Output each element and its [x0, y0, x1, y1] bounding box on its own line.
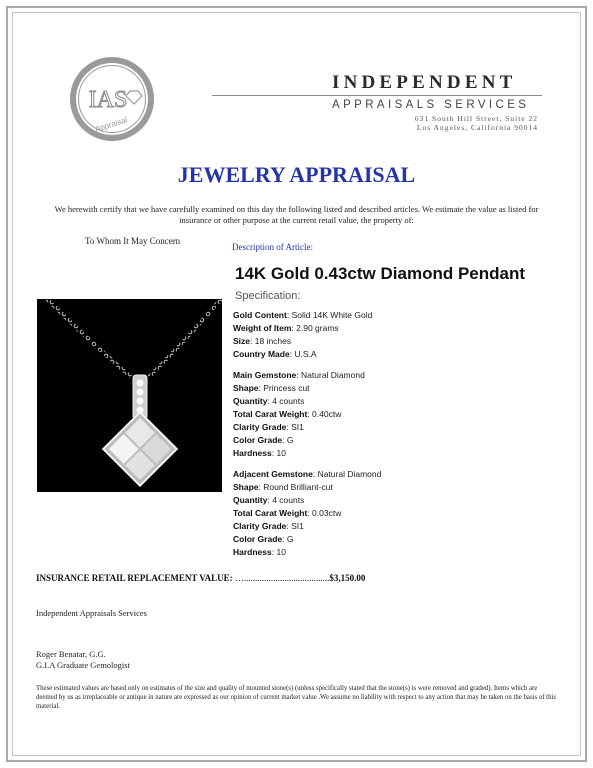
spec-group	[233, 468, 381, 559]
company-address	[332, 114, 542, 132]
spec-row: Hardness: 10	[233, 547, 286, 557]
spec-label: Color Grade	[233, 534, 283, 544]
spec-value: G	[286, 435, 294, 445]
spec-row: Size: 18 inches	[233, 336, 292, 346]
specifications	[233, 309, 381, 567]
spec-value: 0.03ctw	[312, 508, 342, 518]
spec-value: Solid 14K White Gold	[291, 310, 373, 320]
spec-group	[233, 369, 381, 460]
spec-label: Weight of Item	[233, 323, 292, 333]
spec-value: 2.90 grams	[296, 323, 339, 333]
spec-row: Total Carat Weight: 0.40ctw	[233, 409, 342, 419]
spec-value: 4 counts	[272, 396, 305, 406]
specification-label: Specification:	[235, 290, 301, 302]
spec-row: Clarity Grade: SI1	[233, 521, 304, 531]
spec-label: Shape	[233, 482, 259, 492]
certification-text: We herewith certify that we have carefully examined on this day the following listed and described articles. We estimate the value as listed for insurance or other purpose at the current retail value, the property of:	[54, 204, 539, 225]
spec-value: 0.40ctw	[312, 409, 342, 419]
spec-label: Main Gemstone	[233, 370, 297, 380]
spec-value: 4 counts	[272, 495, 305, 505]
insurance-value-line	[36, 573, 365, 583]
spec-row: Main Gemstone: Natural Diamond	[233, 370, 365, 380]
spec-group	[233, 309, 381, 361]
spec-row: Country Made: U.S.A	[233, 349, 317, 359]
logo-caption: Appraisal	[93, 115, 129, 135]
signer-name: Roger Benatar, G.G.	[36, 649, 106, 659]
spec-value: 10	[276, 547, 286, 557]
spec-row: Adjacent Gemstone: Natural Diamond	[233, 469, 382, 479]
spec-label: Quantity	[233, 396, 268, 406]
signer-block	[36, 649, 130, 671]
company-header	[332, 72, 542, 132]
insurance-leader-dots: …......................................	[234, 573, 330, 583]
spec-label: Quantity	[233, 495, 268, 505]
address-line-1: 631 South Hill Street, Suite 22	[414, 114, 538, 123]
spec-row: Color Grade: G	[233, 534, 294, 544]
spec-row: Clarity Grade: SI1	[233, 422, 304, 432]
spec-label: Color Grade	[233, 435, 283, 445]
company-subtitle: APPRAISALS SERVICES	[332, 99, 530, 111]
spec-value: Natural Diamond	[301, 370, 365, 380]
recipient: To Whom It May Concern	[85, 236, 181, 246]
ias-logo	[68, 55, 156, 143]
spec-value: Round Brilliant-cut	[263, 482, 333, 492]
spec-row: Quantity: 4 counts	[233, 495, 305, 505]
description-label: Description of Article:	[232, 242, 313, 252]
spec-label: Total Carat Weight	[233, 409, 308, 419]
pendant-photo	[37, 299, 222, 492]
spec-row: Shape: Round Brilliant-cut	[233, 482, 333, 492]
spec-value: U.S.A	[294, 349, 317, 359]
spec-label: Total Carat Weight	[233, 508, 308, 518]
spec-label: Size	[233, 336, 251, 346]
insurance-label: INSURANCE RETAIL REPLACEMENT VALUE:	[36, 573, 233, 583]
signer-title: G.I.A Graduate Gemologist	[36, 660, 130, 670]
spec-row: Weight of Item: 2.90 grams	[233, 323, 339, 333]
disclaimer-text: These estimated values are based only on estimates of the size and quality of mounted stone(s) (unless specifically stated that the stone(s) is were removed and graded). Items which are deemed by us as irreplaceable or antique in nature are expressed as our opinion of current market value .We assume no liability with respect to any action that may be taken on the basis of this material.	[36, 685, 556, 710]
spec-row: Quantity: 4 counts	[233, 396, 305, 406]
spec-row: Shape: Princess cut	[233, 383, 310, 393]
spec-value: G	[286, 534, 294, 544]
spec-row: Gold Content: Solid 14K White Gold	[233, 310, 373, 320]
spec-value: Natural Diamond	[317, 469, 382, 479]
spec-value: Princess cut	[263, 383, 310, 393]
header-rule	[212, 95, 542, 96]
spec-value: SI1	[291, 422, 304, 432]
spec-value: 10	[276, 448, 286, 458]
spec-value: SI1	[291, 521, 304, 531]
spec-label: Clarity Grade	[233, 521, 287, 531]
company-name: INDEPENDENT	[332, 72, 517, 93]
spec-value: 18 inches	[254, 336, 292, 346]
spec-label: Gold Content	[233, 310, 287, 320]
document-title: JEWELRY APPRAISAL	[177, 162, 416, 187]
company-signature: Independent Appraisals Services	[36, 608, 147, 618]
spec-row: Hardness: 10	[233, 448, 286, 458]
spec-label: Clarity Grade	[233, 422, 287, 432]
item-title: 14K Gold 0.43ctw Diamond Pendant	[235, 264, 526, 283]
logo-text: IAS	[88, 87, 128, 113]
insurance-value: $3,150.00	[329, 573, 366, 583]
spec-label: Country Made	[233, 349, 290, 359]
spec-label: Shape	[233, 383, 259, 393]
spec-row: Color Grade: G	[233, 435, 294, 445]
spec-label: Hardness	[233, 547, 272, 557]
address-line-2: Los Angeles, California 90014	[416, 123, 538, 132]
spec-row: Total Carat Weight: 0.03ctw	[233, 508, 342, 518]
spec-label: Hardness	[233, 448, 272, 458]
spec-label: Adjacent Gemstone	[233, 469, 313, 479]
